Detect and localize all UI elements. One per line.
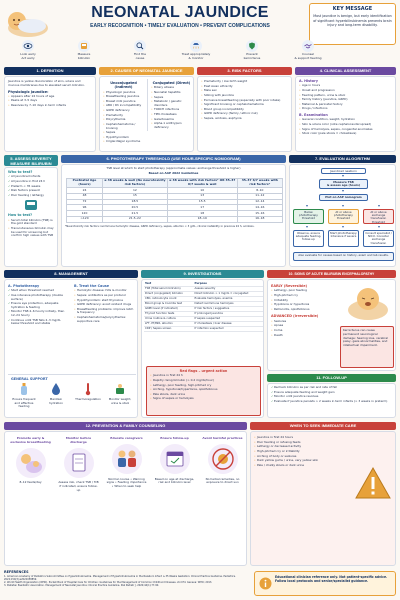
list-item: ✓ Preterm < 35 weeks xyxy=(11,185,54,189)
list-item: • TPN cholestasis xyxy=(154,113,192,117)
table-cell: Direct (conjugated) bilirubin xyxy=(144,291,194,296)
list-item: • Irritability xyxy=(274,299,335,303)
flow-arrow xyxy=(306,205,308,207)
table-cell: Evaluate hemolysis, anemia xyxy=(194,296,263,301)
list-item: • High-pitched cry xyxy=(274,294,335,298)
table-cell: Detect isoimmune hemolysis xyxy=(194,301,263,306)
section-11-header: 11. FOLLOW-UP xyxy=(267,374,396,382)
list-item: • Hypotonia or hypertonia xyxy=(274,303,335,307)
flow-node-below-threshold: Below phototherapy threshold xyxy=(293,209,324,224)
list-item: • G6PD deficiency (family / ethnic risk) xyxy=(204,112,288,116)
list-item: • Breast milk jaundice xyxy=(106,100,144,104)
investigations-table xyxy=(144,282,263,332)
list-item: • Family history (jaundice, G6PD) xyxy=(302,98,392,102)
table-cell: If risk factors / suggestive xyxy=(194,306,263,311)
key-message-title: KEY MESSAGE xyxy=(332,6,373,12)
step-label: Counsel & support feeding xyxy=(294,52,322,60)
list-item: ✓ Continue until TSB falls 2–3 mg/dL below threshold and stable xyxy=(11,319,68,326)
list-item: • Retrocollis, opisthotonus xyxy=(274,308,335,312)
list-item: • Onset and progression xyxy=(302,89,392,93)
list-item: • Rapidly rising bilirubin (> 0.2 mg/dL/hour) xyxy=(153,379,257,383)
flow-arrow xyxy=(378,205,380,207)
table-cell: 15.5 xyxy=(167,199,237,205)
list-item: • Metabolic / genetic disorders xyxy=(154,100,192,107)
key-message-text: Most jaundice is benign, but early identification of significant hyperbilirubinemia prevents brain injury and long-term disability. xyxy=(313,14,392,28)
threshold-table xyxy=(66,178,283,223)
list-item: • Neonatal hepatitis xyxy=(154,91,192,95)
table-cell: 48 xyxy=(67,193,103,199)
section-1-header: 1. DEFINITION xyxy=(4,67,96,75)
list-item: • Hemolytic disease: IVIG & monitor xyxy=(77,289,136,293)
breastfeeding-icon xyxy=(14,446,48,480)
section-6-header: 6. PHOTOTHERAPY THRESHOLD (USE HOUR-SPECIFIC NOMOGRAM) xyxy=(61,155,286,163)
list-item: • General condition, weight, hydration xyxy=(302,118,392,122)
list-item: • High-pitched cry or irritability xyxy=(257,450,348,454)
step-label: Treat appropriately & monitor xyxy=(181,52,211,60)
list-item: • G6PD deficiency xyxy=(106,109,144,113)
list-item: • Signs of hemolysis, sepsis, congenital anomalies xyxy=(302,128,392,132)
page-title: NEONATAL JAUNDICE xyxy=(91,4,269,21)
list-item: • Dark yellow gums / urine, very yellow skin xyxy=(257,459,348,463)
who-to-test-heading: Who to test? xyxy=(8,170,33,174)
list-item: • Lethargy or decreased activity xyxy=(257,445,348,449)
section-definition xyxy=(4,76,96,152)
water-drop-icon xyxy=(50,382,62,396)
list-item: • Exclusive breastfeeding (especially with poor intake) xyxy=(204,99,288,103)
table-cell: If cholestasis / liver disease xyxy=(194,321,263,326)
table-cell: If sepsis suspected xyxy=(194,316,263,321)
list-item: • Cephalohematoma / bruising xyxy=(106,123,144,130)
step-prevent xyxy=(228,40,276,64)
list-item: • Jaundice in first 24 hours xyxy=(257,436,348,440)
phototherapy-heading: A. Phototherapy xyxy=(8,284,40,288)
list-item: • Jaundice in first 24 h xyxy=(153,374,257,378)
phototherapy-column xyxy=(5,282,71,327)
list-item: • Breastfeeding jaundice xyxy=(106,95,144,99)
threshold-caption: TSB level at which to start phototherapy (approximate values: exchange threshold is higher) xyxy=(106,166,241,170)
table-cell: 21.5–22 xyxy=(103,216,168,222)
list-item: ✓ All jaundiced infants xyxy=(11,175,54,179)
treat-cause-heading: B. Treat the Cause xyxy=(74,284,110,288)
flow-node-nomogram: Plot on AAP nomogram xyxy=(319,194,368,201)
kernicterus-text: Kernicterus can cause permanent neurological damage: hearing loss, cerebral palsy, gaze abnormalities, and intellectual impairment. xyxy=(343,328,388,348)
list-item: ✓ Ensure adequate feeding and weight gain xyxy=(274,391,392,395)
list-item: • Hypothyroidism xyxy=(106,136,144,140)
table-cell: If infection suspected xyxy=(194,326,263,331)
table-cell: 24 xyxy=(67,188,103,194)
flow-arrow xyxy=(342,190,344,192)
table-cell: CRP / Sepsis screen xyxy=(144,326,194,331)
red-flags-box xyxy=(146,366,261,416)
list-item: • Sepsis: antibiotics as per protocol xyxy=(77,294,136,298)
card-detail: Normal course • Warning signs • Feeding importance • When to seek help xyxy=(106,476,147,489)
crying-baby-icon xyxy=(344,286,392,322)
table-row xyxy=(144,326,263,331)
list-item: ✓ Use intensive phototherapy (double surface) xyxy=(11,294,68,301)
list-item: • Skin & sclera color (note cephalocaudal spread) xyxy=(302,123,392,127)
list-item: • Peaks at 3–5 days xyxy=(11,99,92,103)
early-heading: EARLY (Reversible) xyxy=(271,284,308,288)
table-cell: 14–16 xyxy=(237,205,282,211)
list-item: • Lethargy, poor feeding xyxy=(274,289,335,293)
table-cell: 18.5 xyxy=(103,199,168,205)
list-item: • Seizures xyxy=(274,320,335,324)
eye-icon xyxy=(22,40,34,52)
list-item: • Sibling with jaundice xyxy=(204,94,288,98)
list-item: • Coma xyxy=(274,329,335,333)
conjugated-heading: Conjugated (Direct) xyxy=(152,81,191,85)
table-cell: 21.5 xyxy=(103,211,168,217)
thermometer-icon xyxy=(82,382,94,396)
flow-node-phototherapy: Start phototherapy. Intensive if severe xyxy=(328,230,359,247)
list-item: • Alpha-1 antitrypsin deficiency xyxy=(154,122,192,129)
step-counsel xyxy=(284,40,332,64)
references-title: REFERENCES xyxy=(4,570,29,574)
list-item: • Physiologic jaundice xyxy=(106,91,144,95)
calendar-icon xyxy=(158,442,192,476)
threshold-footnote: *Neurotoxicity risk factors: isoimmune hemolytic disease, G6PD deficiency, sepsis, albumin < 3 g/dL, clinical instability in previous 24 h, acidosis. xyxy=(65,224,255,228)
definition-text: Jaundice is yellow discoloration of skin, sclera and mucous membranes due to elevated serum bilirubin. xyxy=(8,79,85,87)
card-detail: No herbal remedies, no exposure to direct sun xyxy=(205,476,240,485)
step-find-cause xyxy=(116,40,164,64)
table-cell: Assess severity xyxy=(194,286,263,291)
list-item: • Cephalohematoma/polycythemia: supportive care xyxy=(77,316,136,323)
table-cell: Thyroid function tests xyxy=(144,311,194,316)
info-icon xyxy=(259,577,272,590)
list-item: • Breastfeeding problems: improve latch & frequency xyxy=(77,308,136,315)
list-item: • Maternal & perinatal history xyxy=(302,103,392,107)
flow-note: Also evaluate for causes based on history, exam and lab results. xyxy=(293,252,394,261)
search-icon xyxy=(134,40,146,52)
step-label: Measure bilirubin xyxy=(77,52,91,60)
list-item: ✓ Evaluate if jaundice persists > 2 weeks in term infants (> 3 weeks in preterm) xyxy=(274,400,392,404)
flow-node-jaundiced: Jaundiced newborn xyxy=(321,168,366,174)
lamp-icon xyxy=(190,40,202,52)
table-cell: 20.5 xyxy=(103,205,168,211)
table-cell: 13 xyxy=(167,193,237,199)
meter-icon xyxy=(78,40,90,52)
header xyxy=(0,0,400,66)
table-cell: Urine routine & culture xyxy=(144,316,194,321)
list-item: • Stool color (pale stools = cholestasis) xyxy=(302,132,392,136)
table-cell: 120 xyxy=(67,211,103,217)
list-item: • Polycythemia xyxy=(106,118,144,122)
prevention-card xyxy=(199,435,246,563)
list-item: • Biliary atresia xyxy=(154,86,192,90)
section-13-header: WHEN TO SEEK IMMEDIATE CARE xyxy=(250,422,396,430)
prevention-card xyxy=(103,435,150,563)
card-title: Ensure follow-up xyxy=(160,436,189,440)
list-item: • Male sex xyxy=(204,89,288,93)
disclaimer-text: Educational clinician reference only. Not patient-specific advice. Follow local protocols and senior/specialist guidance. xyxy=(275,575,388,584)
kernicterus-note xyxy=(340,326,394,368)
list-item: • Arching of body or seizures xyxy=(257,455,348,459)
section-evaluation-algorithm xyxy=(289,164,396,267)
flow-node-at-threshold: At or above phototherapy threshold xyxy=(328,209,359,224)
support-label: Maintain hydration xyxy=(49,396,63,405)
list-item: • Pale stools, dark urine xyxy=(153,393,257,397)
section-risk-factors xyxy=(197,76,292,152)
list-item: • Galactosemia xyxy=(154,118,192,122)
table-cell: 72 xyxy=(67,199,103,205)
card-title: Monitor before discharge xyxy=(65,436,92,444)
card-title: Educate caregivers xyxy=(110,436,143,440)
column-header: Postnatal Age (hours) xyxy=(67,178,103,188)
section-prevention xyxy=(4,431,247,566)
table-cell: 17 xyxy=(167,205,237,211)
baby-icon xyxy=(4,4,50,38)
shield-icon xyxy=(246,40,258,52)
section-2-header: 2. CAUSES OF NEONATAL JAUNDICE xyxy=(99,67,194,75)
list-item: • Blood group incompatibility xyxy=(204,108,288,112)
clipboard-icon xyxy=(62,446,96,480)
list-item: • G6PD deficiency: avoid oxidant drugs xyxy=(77,303,136,307)
list-item: • Arching, hypotonia/hypertonia, opisthotonus xyxy=(153,388,257,392)
list-item: • TORCH infections xyxy=(154,108,192,112)
section-10-header: 10. SIGNS OF ACUTE BILIRUBIN ENCEPHALOPATHY xyxy=(267,270,396,278)
table-cell: 12 xyxy=(103,188,168,194)
list-item: • Significant bruising or cephalohematoma xyxy=(204,103,288,107)
flow-node-nicu: Consult specialist / NICU. Consider exchange transfusion xyxy=(363,230,394,247)
step-label: Prevent kernicterus xyxy=(243,52,261,60)
section-management xyxy=(4,279,138,418)
section-9-header: 9. INVESTIGATIONS xyxy=(141,270,264,278)
list-item: • Appears after 24 hours of age xyxy=(11,95,92,99)
column-header: ≥ 38 weeks with risk factors* OR 35–37 6/7 weeks & well xyxy=(168,178,236,186)
list-item: • Apnea xyxy=(274,324,335,328)
step-look-early xyxy=(4,40,52,64)
list-item: ✓ Recheck bilirubin as per risk and rate of fall xyxy=(274,386,392,390)
treat-cause-column xyxy=(71,282,138,324)
list-item: ✓ Monitor until jaundice resolves xyxy=(274,395,392,399)
step-label: Find the cause xyxy=(133,52,147,60)
table-cell: 12–14 xyxy=(237,199,282,205)
list-item: • Prematurity / low birth weight xyxy=(204,80,288,84)
list-item: • Lethargy, poor feeding, high-pitched cry xyxy=(153,384,257,388)
table-cell: 96 xyxy=(67,205,103,211)
list-item: • Drugs / infections xyxy=(302,107,392,111)
list-item: • Transcutaneous bilirubin may be used for screening but confirm high values with TSB xyxy=(11,227,54,238)
threshold-source: Based on AAP 2022 Guidelines xyxy=(148,170,199,175)
list-item: • Poor feeding or refusing feeds xyxy=(257,441,348,445)
table-cell: If prolonged jaundice xyxy=(194,311,263,316)
key-steps-row xyxy=(0,40,400,64)
physiologic-heading: Physiologic jaundice: xyxy=(8,89,49,94)
section-assess-severity xyxy=(4,167,58,267)
table-cell: Direct bilirubin > 1 mg/dL = conjugated xyxy=(194,291,263,296)
section-clinical-assessment xyxy=(295,76,396,152)
references xyxy=(4,570,251,598)
list-item: • East Asian ethnicity xyxy=(204,85,288,89)
list-item: • Sepsis xyxy=(154,96,192,100)
warning-icon xyxy=(354,466,392,500)
table-cell: >120 xyxy=(67,216,103,222)
card-detail: Based on age at discharge, risk and bilirubin level xyxy=(154,476,195,485)
list-item: • Prematurity xyxy=(106,114,144,118)
prevention-card xyxy=(7,435,54,563)
list-item: • Resolves by 7–10 days in term infants xyxy=(11,104,92,108)
list-item: • ABO / Rh incompatibility xyxy=(106,104,144,108)
table-cell: Blood group & Coombs test xyxy=(144,301,194,306)
table-cell: 18 xyxy=(167,211,237,217)
flow-node-measure: Measure TSB & assess age (hours) xyxy=(319,179,368,189)
section-encephalopathy xyxy=(267,279,396,371)
unconjugated-column xyxy=(100,79,147,145)
table-cell: 15–16 xyxy=(237,211,282,217)
column-header: Purpose xyxy=(194,282,263,286)
section-causes xyxy=(99,76,194,152)
history-heading: A. History xyxy=(299,79,319,83)
flow-arrow xyxy=(342,205,344,207)
support-hydration xyxy=(40,382,72,406)
table-cell: 15 xyxy=(103,193,168,199)
section-7-header: 7. EVALUATION ALGORITHM xyxy=(289,155,396,163)
encephalopathy-text xyxy=(268,282,338,338)
table-cell: TSB (Total serum bilirubin) xyxy=(144,286,194,291)
support-label: Monitor weight, urine & stool xyxy=(108,396,132,405)
section-5-header: 5. ASSESS SEVERITY MEASURE BILIRUBIN xyxy=(4,155,58,166)
prevention-card xyxy=(55,435,102,563)
conjugated-column xyxy=(147,79,194,131)
flow-arrow xyxy=(342,175,344,177)
column-header: ≥ 38 weeks & well (No neurotoxicity risk factors) xyxy=(104,178,166,186)
table-cell: 11–12 xyxy=(237,193,282,199)
support-feeding xyxy=(8,382,40,410)
family-icon xyxy=(110,442,144,476)
table-cell: CBC, reticulocyte count xyxy=(144,296,194,301)
examination-heading: B. Examination xyxy=(299,113,328,117)
list-item: • Serum total bilirubin (TSB) is the gold standard xyxy=(11,219,54,226)
reference-item: 2. World Health Organization (WHO). Pocket Book of Hospital Care for Children: Guidelines for the Management of Common Childhood Illnesses. 2nd Ed. Geneva: WHO; 2013. xyxy=(4,581,213,585)
table-cell: 10 xyxy=(167,188,237,194)
column-header: Test xyxy=(144,282,194,286)
section-4-header: 4. CLINICAL ASSESSMENT xyxy=(295,67,396,75)
flow-node-exchange-threshold: At or above exchange transfusion threshold xyxy=(363,209,394,224)
list-item: ✓ Start when threshold reached xyxy=(11,289,68,293)
list-item: • Pale / chalky stools or dark urine xyxy=(257,464,348,468)
list-item: ✓ Poor feeding / lethargy xyxy=(11,194,54,198)
how-to-test-heading: How to test? xyxy=(8,213,33,218)
column-header: 35–37 6/7 weeks with risk factors* xyxy=(237,178,282,188)
prevention-card xyxy=(151,435,198,563)
advanced-heading: ADVANCED (Irreversible) xyxy=(271,314,319,319)
bottle-icon xyxy=(18,382,30,396)
key-message-box xyxy=(309,3,396,45)
step-measure xyxy=(60,40,108,64)
reference-item: 3. Pakistan Paediatric Association. Management of Neonatal Jaundice: Clinical Practice Guideline. Pak Pediatr J. 2020;44(1):77-90. xyxy=(4,584,160,588)
red-flags-heading: Red flags – urgent action xyxy=(179,369,228,373)
reference-item: 1. American Academy of Pediatrics Subcommittee on Hyperbilirubinemia. Management of Hyperbilirubinemia in the Newborn Infant ≥ 35 Weeks Gestation: Clinical Practice Guideline. Pediatrics. 2022;150(3):e2022058859. xyxy=(4,575,236,582)
table-cell: 8–10 xyxy=(237,188,282,194)
section-12-header: 12. PREVENTION & FAMILY COUNSELING xyxy=(4,422,247,430)
flow-arrow xyxy=(306,226,308,228)
support-label: Ensure frequent and effective feeding xyxy=(12,396,36,409)
table-cell: 16–18 xyxy=(237,216,282,222)
table-header-row xyxy=(67,178,283,188)
section-seek-care xyxy=(250,431,396,566)
section-follow-up xyxy=(267,383,396,418)
list-item: • Signs of sepsis or hemolysis xyxy=(153,397,257,401)
section-phototherapy-threshold xyxy=(61,164,286,267)
flow-node-observe: Observe, ensure adequate feeding, follow-up xyxy=(293,230,324,247)
section-8-header: 8. MANAGEMENT xyxy=(4,270,138,278)
list-item: • Crigler-Najjar syndrome xyxy=(106,140,144,144)
list-item: • Hypothyroidism: start thyroxine xyxy=(77,299,136,303)
flow-arrow xyxy=(378,226,380,228)
list-item: ✓ Monitor TSB 4–6 hourly initially, then 12–24 hourly xyxy=(11,310,68,317)
card-detail: 8–12 feeds/day xyxy=(19,480,42,485)
card-title: Avoid harmful practices xyxy=(202,436,243,440)
card-title: Promote early & exclusive breastfeeding xyxy=(10,436,51,444)
support-thermo xyxy=(72,382,104,403)
list-item: • Death xyxy=(274,334,335,338)
list-item: • Feeding pattern, urine & stool xyxy=(302,94,392,98)
support-monitor xyxy=(104,382,136,406)
section-3-header: 3. RISK FACTORS xyxy=(197,67,292,75)
scale-icon xyxy=(114,382,126,396)
no-sun-icon xyxy=(206,442,240,476)
disclaimer-box xyxy=(254,571,396,596)
list-item: • Sepsis, acidosis, asphyxia xyxy=(204,117,288,121)
page-subtitle: EARLY RECOGNITION • TIMELY EVALUATION • PREVENT COMPLICATIONS xyxy=(90,23,270,29)
list-item: • Sepsis xyxy=(106,131,144,135)
unconjugated-heading: Unconjugated (Indirect) xyxy=(110,81,137,90)
list-item: ✓ Ensure eye protection, adequate hydration & feeding xyxy=(11,302,68,309)
list-item: • Age in hours xyxy=(302,84,392,88)
table-cell: LFT, PT/INR, albumin xyxy=(144,321,194,326)
table-row xyxy=(67,216,283,222)
support-label: Thermoregulation xyxy=(75,396,101,401)
step-label: Look early Act early xyxy=(20,52,36,60)
section-investigations xyxy=(141,279,264,418)
card-detail: Assess risk, check TSB / TcB if indicated, ensure follow-up xyxy=(58,480,99,492)
flow-arrow xyxy=(342,226,344,228)
table-cell: G6PD level (if indicated) xyxy=(144,306,194,311)
bilirubin-meter-icon xyxy=(21,199,41,211)
handshake-icon xyxy=(302,40,314,52)
table-cell: 18–19 xyxy=(167,216,237,222)
list-item: ✓ All jaundice in first 24 h xyxy=(11,180,54,184)
list-item: ✓ Risk factors present xyxy=(11,189,54,193)
general-support xyxy=(8,374,136,409)
step-treat xyxy=(172,40,220,64)
general-support-heading: GENERAL SUPPORT xyxy=(11,377,48,381)
seek-care-list xyxy=(251,436,351,468)
